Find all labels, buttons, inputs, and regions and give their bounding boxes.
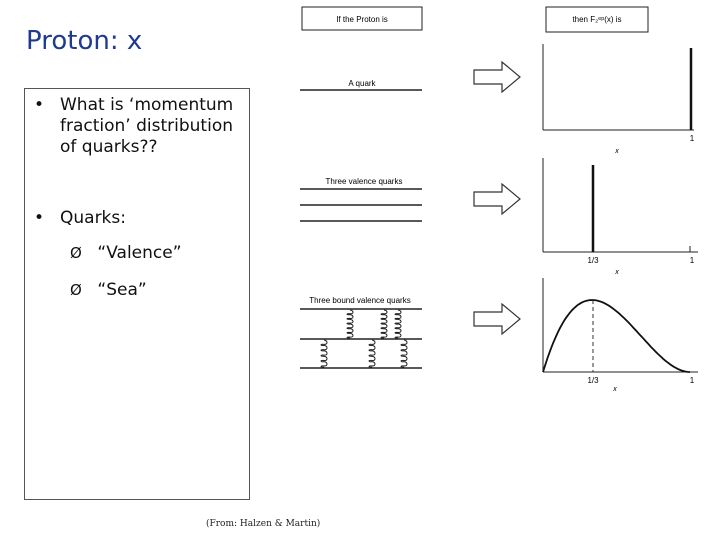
smeared-distribution-curve (543, 300, 690, 372)
plot-three-bound (543, 278, 698, 393)
axis-label-x: x (613, 386, 617, 393)
header-right-label: then F₂ᵉᵖ(x) is (572, 15, 622, 24)
tick-label: 1 (689, 134, 695, 143)
header-left-label: If the Proton is (336, 15, 388, 24)
plot-single-quark (543, 44, 695, 155)
case-label-three-valence: Three valence quarks (325, 177, 403, 186)
gluon-spring (369, 340, 375, 367)
axis-label-x: x (615, 148, 619, 155)
gluon-spring (395, 310, 401, 338)
tick-label: 1/3 (587, 256, 599, 265)
sub-bullet-text: “Valence” (97, 243, 182, 263)
case-label-a-quark: A quark (348, 79, 376, 88)
arrow-right-icon (474, 304, 520, 334)
bullet-dot: • (34, 208, 45, 228)
arrow-bullet-icon: Ø (70, 244, 82, 262)
bullet-text: What is ‘momentum fraction’ distribution of quarks?? (60, 95, 234, 157)
gluon-spring (347, 310, 353, 338)
gluon-spring (321, 340, 327, 367)
arrow-right-icon (474, 184, 520, 214)
plot-three-valence (543, 158, 698, 276)
bullet-text: Quarks: (60, 208, 126, 228)
case-label-three-bound: Three bound valence quarks (309, 296, 411, 305)
tick-label: 1/3 (587, 376, 599, 385)
tick-label: 1 (689, 376, 695, 385)
arrow-right-icon (474, 62, 520, 92)
arrow-bullet-icon: Ø (70, 281, 82, 299)
sub-bullet-text: “Sea” (97, 280, 147, 300)
tick-label: 1 (689, 256, 695, 265)
figure-caption: (From: Halzen & Martin) (206, 519, 321, 529)
slide-title: Proton: x (26, 26, 143, 56)
bullet-dot: • (34, 95, 45, 115)
gluon-spring (401, 340, 407, 367)
gluon-spring (381, 310, 387, 338)
axis-label-x: x (615, 269, 619, 276)
